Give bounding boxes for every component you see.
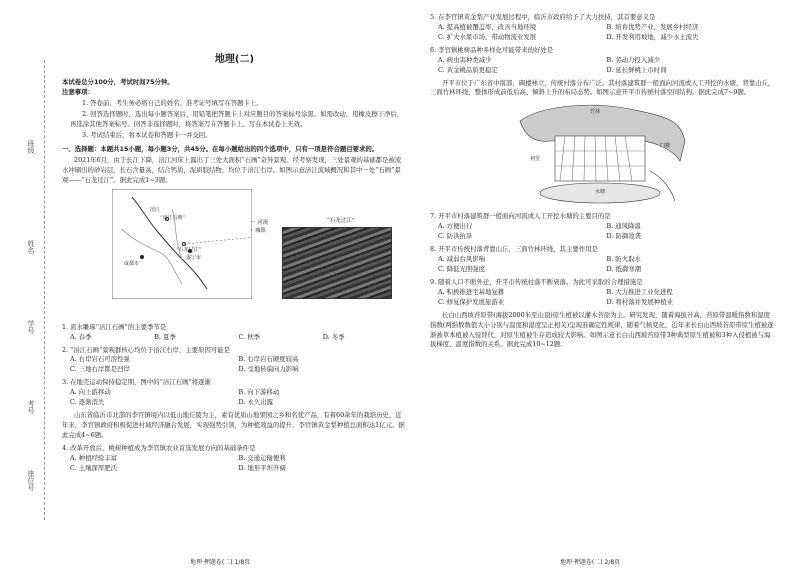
question-9: [430, 278, 775, 308]
map-label-chengdu: 成都市: [124, 260, 140, 267]
house-grid: [555, 136, 645, 181]
chengdu-dot: [140, 255, 144, 259]
q9-option-a: A. 积极推进宅基地复耕: [438, 287, 505, 296]
q8-option-a: A. 减弱台风影响: [438, 255, 486, 264]
q6-stem: 6. 李官镇桃树品种多样化可能带来的好处是: [430, 45, 554, 54]
map-legend: [250, 219, 268, 236]
passage-1: 2021年6月，由于长江下降，涪江河床上露出了三处大面积“石画”奇异景观。经考察发现，三处景观的基础都是被流水冲刷出的砂岩层，长石含量高，结合钙质，泥质胶结物，均位于涪江右岸。如图示意涪江流域概况和其中一处“石画”景观——“石龙过江”。据此完成1~3题。: [62, 155, 402, 184]
q3-option-d: D. 永久出露: [238, 398, 274, 407]
binding-margin: [0, 60, 60, 520]
q4-stem: 4. 改革开放后，桃树种植成为李官镇农业首选发展方向的基础条件是: [62, 443, 256, 452]
q1-option-c: C. 秋季: [238, 332, 261, 341]
q7-option-b: B. 通风降温: [606, 222, 641, 231]
exam-intro: 本试卷总分100分，考试时间75分钟。: [62, 77, 174, 86]
q7-option-d: D. 防御敌袭: [606, 232, 642, 241]
question-1: [62, 323, 407, 343]
map-label-suining: 遂宁市: [186, 254, 202, 261]
question-8: [430, 245, 775, 275]
q7-stem: 7. 开平市村落建筑群一般面向河流或人工开挖水塘的主要目的是: [430, 212, 611, 221]
q4-option-a: A. 种植经验丰富: [70, 453, 118, 462]
q4-option-c: C. 土壤深厚肥沃: [70, 463, 118, 472]
q8-option-d: D. 抵御寒潮: [606, 264, 642, 273]
question-3: [62, 378, 407, 408]
q8-option-c: C. 降低光照强度: [438, 264, 486, 273]
exam-title: 地理(二): [214, 54, 255, 65]
fig-label-gate: 门楼: [660, 143, 671, 150]
binding-dashed-line: [44, 60, 45, 520]
q5-option-c: C. 扩大水果市场，带动物流业发展: [438, 32, 537, 41]
q3-option-c: C. 逐渐消失: [70, 398, 105, 407]
q6-option-c: C. 黄金桃品质更稳定: [438, 65, 498, 74]
shilong-photo: [282, 227, 392, 299]
passage-4: 长白山西坡苔原带(海拔2000米至山顶)原生植被以灌木苔原为主。研究发现，随着海拔升高，苔原带温暖指数和湿度指数(两指数数值大小分别与温度和湿度呈正相关)呈现准确定性规律，随着气候变化，近年来长白山西坡苔原带原生植被逐渐被草本植被入侵替代，对原生植被生存造成较大影响。如图示意长白山西坡苔原带3种典型原生植被和3种入侵植被与海拔梯度、温度指数的关系。据此完成10~12题。: [430, 310, 774, 349]
margin-label-seat-no: 座位号: [27, 470, 35, 491]
passage-3: 开平市位于广东省中南部，碉楼林立，传统村落分布广泛。其村落建筑群一般面向河流或人工开挖的水塘，背靠山丘，三面竹林环绕，整体形成前低后高、倾斜上升的布局态势。如图示意开平市传统村落空间结构。据此完成7~9题。: [430, 78, 775, 97]
q5-option-b: B. 培育优势产业，发展乡村经济: [606, 22, 699, 31]
map-label-shilong: “石龙过江”: [176, 246, 202, 253]
q3-stem: 3. 在地壳运动保持稳定期，图中的“涪江石画”将逐渐: [62, 378, 211, 387]
q3-option-a: A. 向上游移动: [70, 388, 111, 397]
q4-option-b: B. 交通运输便利: [238, 453, 286, 462]
q7-option-a: A. 方便出行: [438, 222, 473, 231]
q5-stem: 5. 在李官镇黄金梨产业发展过程中，临沂市政府给予了大力扶持，其首要意义是: [430, 13, 656, 21]
q1-option-a: A. 春季: [70, 332, 92, 341]
q9-option-c: C. 修复保护发展旅游业: [438, 297, 505, 306]
q5-option-d: D. 开发利用坡地，减少水土流失: [606, 32, 699, 41]
margin-label-exam-no: 考号: [27, 400, 35, 414]
q2-option-b: B. 右岸岩石硬度较高: [238, 355, 299, 364]
margin-label-student-no: 学号: [27, 320, 35, 334]
legend-river: ～ 河流: [250, 219, 269, 226]
right-column: [430, 10, 775, 351]
margin-label-class: 班级: [27, 140, 35, 154]
notes-heading: 注意事项：: [62, 88, 94, 97]
fig-label-bamboo: 竹林: [590, 109, 601, 116]
question-5: [430, 13, 775, 43]
q9-stem: 9. 随着人口不断外迁，开平市传统村落不断衰落。为此可采取的合理措施是: [430, 277, 643, 286]
fig-label-hall: 祠堂: [530, 156, 541, 163]
map-label-river: 涪江: [150, 206, 161, 213]
q7-option-c: C. 防洪抗旱: [438, 232, 473, 241]
q2-stem: 2. “涪江石画”景观群核心均位于涪江右岸，主要原因可能是: [62, 345, 231, 354]
village-layout-figure: [510, 101, 690, 206]
q2-option-d: D. 受地转偏向力影响: [238, 365, 299, 374]
q8-stem: 8. 开平市传统村落背靠山丘，三面竹林环绕，其主要作用是: [430, 245, 598, 254]
q1-stem: 1. 流水雕琢“涪江石画”的主要季节是: [62, 322, 167, 331]
q8-option-b: B. 防火取水: [606, 255, 641, 264]
q9-option-d: D. 将村落并发展种植业: [606, 297, 673, 306]
question-7: [430, 212, 775, 242]
note-2: 2. 回答选择题时，选出每小题答案后，用铅笔把答题卡上对应题目的答案标号涂黑。如需改动，用橡皮擦干净后，再选涂其他答案标号。回答非选择题时，将答案写在答题卡上。写在本试卷上无效。: [70, 110, 404, 129]
fig-label-pond: 水塘: [595, 189, 606, 196]
question-4: [62, 444, 407, 474]
right-footer: 地理·押题卷(二) 2/8页: [560, 559, 621, 566]
fujiang-basin-map: [112, 189, 252, 299]
q9-option-b: B. 大力推进工业化进程: [606, 287, 673, 296]
q1-option-d: D. 冬季: [322, 332, 345, 341]
section-1-heading: 一、选择题：本题共15小题，每小题3分，共45分。在每小题给出的四个选项中，只有一项是符合题目要求的。: [62, 145, 379, 154]
note-3: 3. 考试结束后，将本试卷和答题卡一并交回。: [82, 131, 212, 140]
q3-option-b: B. 向下游移动: [238, 388, 280, 397]
q6-option-b: B. 劳动力投入减少: [606, 55, 660, 64]
fujiang-map-figure: [102, 189, 372, 319]
q5-option-a: A. 提高植被覆盖率，改善当地环境: [438, 22, 537, 31]
margin-label-name: 姓名: [27, 240, 35, 254]
note-1: 1. 答卷前，考生务必将自己的姓名、准考证号填写在答题卡上。: [82, 99, 263, 108]
left-footer: 地理·押题卷(二) 1/8页: [190, 559, 251, 566]
q2-option-c: C. 三地右岸都是凹岸: [70, 365, 130, 374]
legend-city: ◦ 城镇: [250, 228, 267, 235]
question-6: [430, 46, 775, 76]
photo-caption: “石龙过江”: [327, 217, 355, 224]
q6-option-d: D. 延长鲜桃上市时间: [606, 65, 667, 74]
q1-option-b: B. 夏季: [154, 332, 176, 341]
q4-option-d: D. 地形平坦开阔: [238, 463, 286, 472]
map-label-shihua: “涪江石画”: [160, 214, 186, 221]
q6-option-a: A. 病虫害种类减少: [438, 55, 492, 64]
passage-2: 山东省临沂市北部的李官镇境内以低山地丘陵为主，素有优质山地果园之乡和名优产品，有着60余年的栽培历史，近年来，李官镇政府积极促进村域经济融合发展，实现强势引领，为种植效益的提升，李官镇黄金梨种植总面积达1亿元。据此完成4~6题。: [62, 411, 405, 439]
left-column: [62, 28, 407, 474]
question-2: [62, 346, 407, 376]
q2-option-a: A. 右岸岩石可溶性强: [70, 355, 130, 364]
